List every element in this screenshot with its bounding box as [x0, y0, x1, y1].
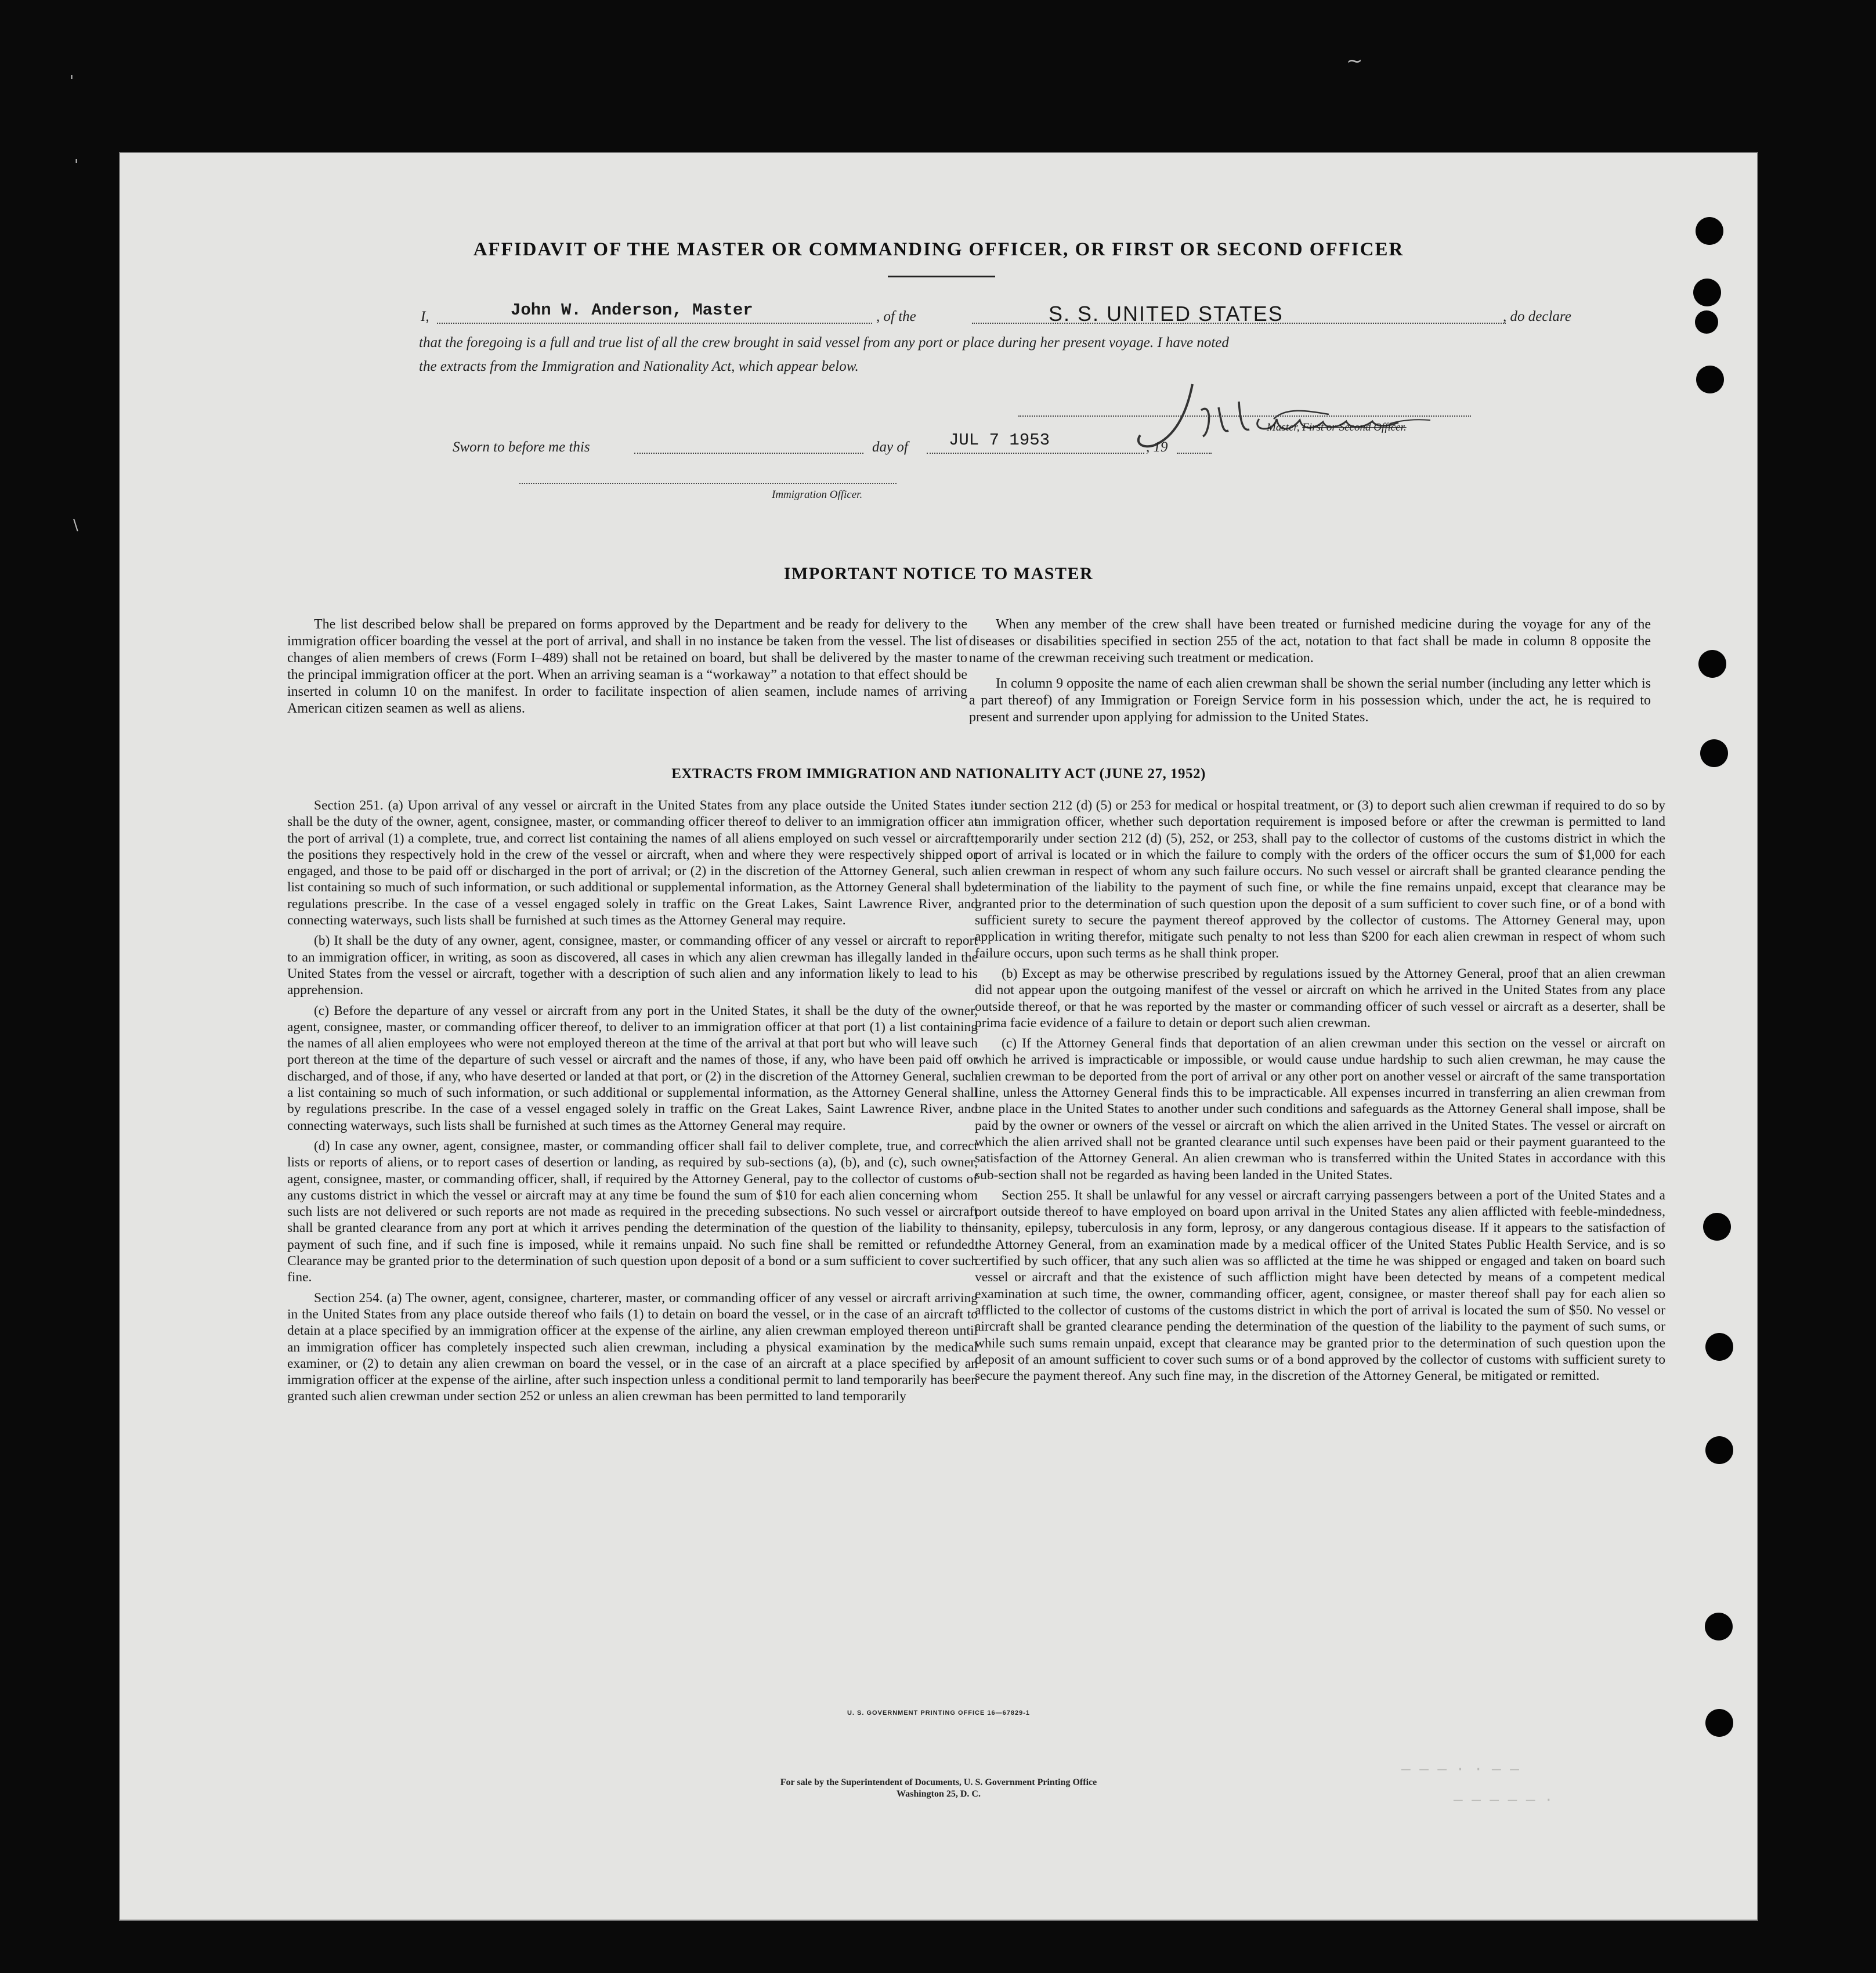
sworn-date-value: JUL 7 1953	[949, 431, 1050, 450]
extract-paragraph: (b) Except as may be otherwise prescribed by regulations issued by the Attorney General, proof that an alien crewman did not appear upon the outgoing manifest of the vessel or aircraft on which he arrived in the United States from any place outside thereof, or that he was reported by the master or commanding officer of such vessel or aircraft as a deserter, shall be prima facie evidence of a failure to detain or deport such alien crewman.	[975, 966, 1665, 1031]
punch-hole	[1703, 1213, 1731, 1241]
signature-underline	[1018, 415, 1471, 417]
extract-paragraph: Section 251. (a) Upon arrival of any vessel or aircraft in the United States from any place outside the United States it shall be the duty of the owner, agent, consignee, master, or commanding officer thereof to deliver to an immigration officer at the port of arrival (1) a complete, true, and correct list containing the names of all aliens employed on such vessel or aircraft, the positions they respectively hold in the crew of the vessel or aircraft, when and where they were respectively shipped or engaged, and those to be paid off or discharged in the port of arrival; or (2) in the discretion of the Attorney General, such a list containing so much of such information, or such additional or supplemental information, as the Attorney General shall by regulations prescribe. In the case of a vessel engaged solely in traffic on the Great Lakes, Saint Lawrence River, and connecting waterways, such lists shall be furnished at such times as the Attorney General may require.	[287, 798, 978, 928]
vessel-name-value: S. S. UNITED STATES	[1049, 302, 1284, 326]
affidavit-title: AFFIDAVIT OF THE MASTER OR COMMANDING OFFICER, OR FIRST OR SECOND OFFICER	[473, 239, 1404, 260]
scan-speck: '	[70, 73, 74, 90]
signature-caption	[1267, 421, 1407, 434]
sale-notice-line-2: Washington 25, D. C.	[897, 1789, 981, 1799]
day-of-label: day of	[872, 439, 908, 455]
sworn-day-underline	[634, 453, 863, 454]
extract-paragraph: (d) In case any owner, agent, consignee, master, or commanding officer shall fail to deliver complete, true, and correct lists or reports of aliens, or to report cases of desertion or landing, as required by sub-sections (a), (b), and (c), such owner, agent, consignee, master, or commanding officer, shall, if required by the Attorney General, pay to the collector of customs of any customs district in which the vessel or aircraft may at any time be found the sum of $10 for each alien concerning whom such lists are not delivered or such reports are not made as required in the preceding subsections. No such vessel or aircraft shall be granted clearance from any port at which it arrives pending the determination of the question of the liability to the payment of such fine, and if such fine is imposed, while it remains unpaid. No such fine shall be remitted or refunded. Clearance may be granted prior to the determination of such question upon deposit of a bond or a sum sufficient to cover such fine.	[287, 1138, 978, 1285]
sworn-label: Sworn to before me this	[453, 439, 590, 455]
punch-hole	[1696, 366, 1724, 393]
punch-hole	[1705, 1333, 1733, 1361]
extract-paragraph: under section 212 (d) (5) or 253 for medical or hospital treatment, or (3) to deport such alien crewman if required to do so by an immigration officer, whether such deportation requirement is imposed before or after the crewman is permitted to land temporarily under section 212 (d) (5), 252, or 253, shall pay to the collector of customs of the customs district in which the port of arrival is located or in which the failure to comply with the orders of the officer occurs the sum of $1,000 for each alien crewman in respect of whom any such failure occurs. No such vessel or aircraft shall be granted clearance pending the determination of the liability to the payment of such fine, or while the fine remains unpaid, except that clearance may be granted prior to the determination of such question upon the deposit of a sum sufficient to cover such fine, or of a bond with sufficient surety to secure the payment thereof approved by the collector of customs. The Attorney General may, upon application in writing therefor, mitigate such penalty to not less than $200 for each alien crewman in respect of whom such failure occurs, upon such terms as he shall think proper.	[975, 798, 1665, 961]
declaration-line-2: that the foregoing is a full and true list of all the crew brought in said vessel from any port or place during her present voyage. I have noted	[419, 335, 1229, 350]
notice-paragraph: In column 9 opposite the name of each alien crewman shall be shown the serial number (including any letter which is a part thereof) of any Immigration or Foreign Service form in his possession which, under the act, he is required to present and surrender upon applying for admission to the United States.	[969, 676, 1651, 725]
year-prefix: , 19	[1146, 439, 1168, 455]
notice-right-column	[969, 616, 1651, 726]
do-declare-label: , do declare	[1503, 309, 1571, 324]
scan-speck: '	[74, 157, 79, 174]
bleed-through-text: — — — · · — —	[1401, 1761, 1519, 1778]
punch-hole	[1705, 1436, 1733, 1464]
punch-hole	[1698, 650, 1726, 678]
notice-paragraph: When any member of the crew shall have been treated or furnished medicine during the voyage for any of the diseases or disabilities specified in section 255 of the act, notation to that fact shall be made in column 8 opposite the name of the crewman receiving such treatment or medication.	[969, 617, 1651, 666]
declaration-line-3: the extracts from the Immigration and Nationality Act, which appear below.	[419, 359, 859, 374]
extract-paragraph: Section 255. It shall be unlawful for any vessel or aircraft carrying passengers between a port of the United States and a port outside thereof to have employed on board upon arrival in the United States any alien afflicted with feeble-mindedness, insanity, epilepsy, tuberculosis in any form, leprosy, or any dangerous contagious disease. If it appears to the satisfaction of the Attorney General, from an examination made by a medical officer of the United States Public Health Service, and is so certified by such officer, that any such alien was so afflicted at the time he was shipped or engaged and taken on board such vessel or aircraft and that the existence of such affliction might have been detected by means of a competent medical examination at such time, the owner, commanding officer, agent, consignee, or master thereof shall pay for each alien so afflicted to the collector of customs of the customs district in which the port of arrival is located the sum of $50. No vessel or aircraft shall be granted clearance pending the determination of the question of the liability to the payment of such sums, or while such sums remain unpaid, except that clearance may be granted prior to the determination of such question upon the deposit of an amount sufficient to cover such sums or of a bond approved by the collector of customs with sufficient surety to secure the payment thereof. Any such fine may, in the discretion of the Attorney General, be mitigated or remitted.	[975, 1187, 1665, 1384]
scan-speck: \	[73, 516, 78, 534]
bleed-through-text: — — — — — ·	[1454, 1791, 1553, 1809]
title-underline	[888, 276, 995, 277]
year-underline	[1177, 453, 1212, 454]
scan-speck: ~	[1346, 49, 1363, 73]
extract-paragraph: (c) If the Attorney General finds that deportation of an alien crewman under this section on the vessel or aircraft on which he arrived is impracticable or impossible, or would cause undue hardship to such alien crewman, he may cause the alien crewman to be deported from the port of arrival or any other port on another vessel or aircraft of the same transportation line, unless the Attorney General finds this to be impracticable. All expenses incurred in transferring an alien crewman from one place in the United States to another under such conditions and safeguards as the Attorney General shall impose, shall be paid by the owner or owners of the vessel or aircraft on which the alien arrived in the United States. The vessel or aircraft on which the alien arrived shall not be granted clearance until such expenses have been paid or their payment guaranteed to the satisfaction of the Attorney General. An alien crewman who is transferred within the United States in accordance with this sub-section shall not be regarded as having been landed in the United States.	[975, 1036, 1665, 1183]
extracts-left-column	[287, 797, 978, 1405]
punch-hole	[1700, 739, 1728, 767]
notice-title: IMPORTANT NOTICE TO MASTER	[783, 564, 1094, 583]
master-name-value: John W. Anderson, Master	[511, 301, 753, 320]
notice-left-column	[287, 616, 967, 717]
master-caption: Master,	[1267, 421, 1300, 433]
immigration-officer-caption: Immigration Officer.	[772, 489, 863, 501]
notice-paragraph: The list described below shall be prepared on forms approved by the Department and be ready for delivery to the immigration officer boarding the vessel at the port of arrival, and shall in no instance be taken from the vessel. The list of changes of alien members of crews (Form I–489) shall not be retained on board, but shall be delivered by the master to the principal immigration officer at the port. When an arriving seaman is a “workaway” a notation to that effect should be inserted in column 10 on the manifest. In order to facilitate inspection of alien seamen, include names of arriving American citizen seamen as well as aliens.	[287, 617, 967, 716]
extracts-right-column	[975, 797, 1665, 1384]
extract-paragraph: (c) Before the departure of any vessel or aircraft from any port in the United States, it shall be the duty of the owner, agent, consignee, master, or commanding officer thereof, to deliver to an immigration officer at that port (1) a list containing the names of all alien employees who were not employed thereon at the time of the arrival at that port but who will leave such port thereon at the time of the departure of such vessel or aircraft and the names of those, if any, who have been paid off or discharged, and of those, if any, who have deserted or landed at that port, or (2) in the discretion of the Attorney General, such a list containing so much of such information, or such additional or supplemental information, as the Attorney General shall by regulations prescribe. In the case of a vessel engaged solely in traffic on the Great Lakes, Saint Lawrence River, and connecting waterways, such lists shall be furnished at such times as the Attorney General may require.	[287, 1003, 978, 1133]
extracts-title: EXTRACTS FROM IMMIGRATION AND NATIONALITY ACT (JUNE 27, 1952)	[671, 766, 1206, 782]
declaration-prefix: I,	[421, 309, 429, 324]
extract-paragraph: (b) It shall be the duty of any owner, agent, consignee, master, or commanding officer of any vessel or aircraft to report to an immigration officer, in writing, as soon as discovered, all cases in which any alien crewman has illegally landed in the United States from the vessel or aircraft, together with a description of such alien and any information likely to lead to his apprehension.	[287, 933, 978, 998]
month-underline	[927, 453, 1144, 454]
sale-notice-line-1: For sale by the Superintendent of Documents, U. S. Government Printing Office	[780, 1777, 1097, 1787]
punch-hole	[1705, 1613, 1733, 1640]
printing-office-line: U. S. GOVERNMENT PRINTING OFFICE 16—67829-1	[847, 1710, 1030, 1717]
of-the-label: , of the	[876, 309, 916, 324]
document-page	[119, 152, 1758, 1921]
extract-paragraph: Section 254. (a) The owner, agent, consignee, charterer, master, or commanding officer of any vessel or aircraft arriving in the United States from any place outside thereof who fails (1) to detain on board the vessel, or in the case of an aircraft to detain at a place specified by an immigration officer at the expense of the airline, any alien crewman employed thereon until an immigration officer has completely inspected such alien crewman, including a physical examination by the medical examiner, or (2) to detain any alien crewman on board the vessel, or in the case of an aircraft at a place specified by an immigration officer at the expense of the airline, after such inspection unless a conditional permit to land temporarily has been granted such alien crewman under section 252 or unless an alien crewman has been permitted to land temporarily	[287, 1290, 978, 1404]
name-underline	[437, 323, 872, 324]
struck-officer-caption: First or Second Officer.	[1302, 421, 1407, 433]
punch-hole	[1693, 279, 1721, 306]
immigration-officer-underline	[519, 483, 897, 484]
punch-hole	[1695, 310, 1718, 334]
